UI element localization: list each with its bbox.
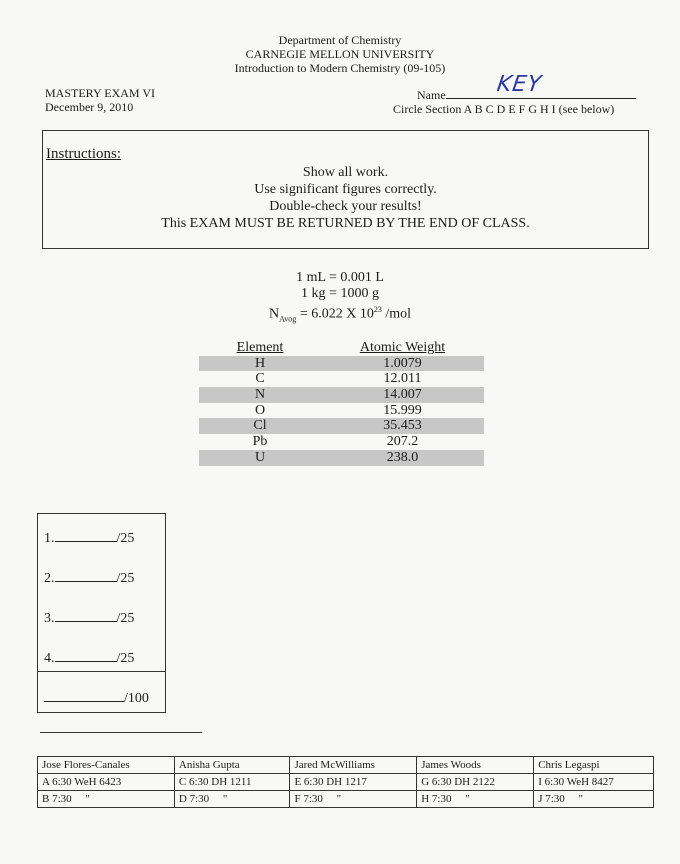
element-symbol: O [254,402,266,418]
instruction-line: Double-check your results! [269,199,422,214]
table-row [38,757,654,774]
constant-ml: 1 mL = 0.001 L [296,270,384,285]
table-row [38,791,654,808]
question-number: 4. [44,651,55,666]
ta-name: Jared McWilliams [290,757,417,774]
exam-title: MASTERY EXAM VI [45,86,156,100]
score-row-4 [44,649,134,667]
instructions-list [43,164,648,232]
ta-name: Chris Legaspi [534,757,654,774]
atomic-weight: 14.007 [383,387,422,403]
signature-line [40,732,202,733]
section-time: D 7:30 " [174,791,290,808]
table-row [199,356,484,372]
exam-info [45,86,155,114]
section-time: H 7:30 " [417,791,534,808]
document-header [0,33,680,75]
atomic-weight-table [199,340,484,466]
constants-block [0,270,680,327]
score-blank[interactable] [55,529,117,542]
table-row [199,387,484,403]
course-line: Introduction to Modern Chemistry (09-105) [234,61,446,75]
name-label: Name [417,88,446,102]
avogadro-value: = 6.022 X 10 [296,306,374,322]
ta-name: James Woods [417,757,534,774]
column-header-element: Element [236,340,284,355]
atomic-weight: 12.011 [383,371,422,387]
section-time: G 6:30 DH 2122 [417,774,534,791]
score-max: /25 [116,611,135,626]
section-time: C 6:30 DH 1211 [174,774,290,791]
section-time: F 7:30 " [290,791,417,808]
atomic-weight: 15.999 [383,402,422,418]
ta-name: Anisha Gupta [174,757,290,774]
element-symbol: N [254,387,266,403]
section-time: J 7:30 " [534,791,654,808]
atomic-weight: 1.0079 [383,355,422,371]
score-max: /25 [116,571,135,586]
section-table [37,756,654,808]
atomic-weight: 35.453 [383,418,422,434]
exam-date: December 9, 2010 [45,100,134,114]
score-max: /25 [116,531,135,546]
score-blank[interactable] [55,569,117,582]
avogadro-symbol: N [269,306,280,322]
score-row-1 [44,529,134,547]
score-row-2 [44,569,134,587]
table-row [38,774,654,791]
table-row [199,418,484,434]
section-time: A 6:30 WeH 6423 [38,774,175,791]
score-blank[interactable] [55,649,117,662]
section-time: I 6:30 WeH 8427 [534,774,654,791]
score-max: /25 [116,651,135,666]
score-box [37,513,166,713]
atomic-weight: 238.0 [386,449,419,465]
instructions-box [42,130,649,249]
table-row [199,371,484,387]
table-row [199,450,484,466]
department-line: Department of Chemistry [278,33,402,47]
university-line: CARNEGIE MELLON UNIVERSITY [245,47,435,61]
handwritten-name: KEY [495,72,544,97]
element-symbol: Pb [252,434,268,450]
score-total-row [44,689,149,707]
score-total-max: /100 [124,691,149,706]
atomic-weight: 207.2 [386,434,419,450]
section-time: B 7:30 " [38,791,175,808]
table-header [199,340,484,356]
instruction-line: Use significant figures correctly. [254,182,437,197]
table-row [199,403,484,419]
constant-avogadro [0,302,680,327]
total-blank[interactable] [44,689,124,702]
section-label: Circle Section A B C D E F G H I (see below) [393,102,615,116]
avogadro-exponent: 23 [373,305,382,314]
instructions-title: Instructions: [46,146,121,162]
table-row [199,434,484,450]
element-symbol: Cl [253,418,267,434]
avogadro-unit: /mol [381,306,411,322]
column-header-weight: Atomic Weight [359,340,446,355]
score-divider [38,671,165,672]
element-symbol: C [255,371,265,387]
avogadro-subscript: Avog [279,314,297,324]
score-row-3 [44,609,134,627]
element-symbol: U [254,449,266,465]
ta-name: Jose Flores-Canales [38,757,175,774]
instruction-line: This EXAM MUST BE RETURNED BY THE END OF CLASS. [161,216,530,231]
question-number: 3. [44,611,55,626]
section-time: E 6:30 DH 1217 [290,774,417,791]
element-symbol: H [254,355,266,371]
instruction-line: Show all work. [302,165,389,180]
score-blank[interactable] [55,609,117,622]
question-number: 2. [44,571,55,586]
question-number: 1. [44,531,55,546]
constant-kg: 1 kg = 1000 g [301,286,379,301]
